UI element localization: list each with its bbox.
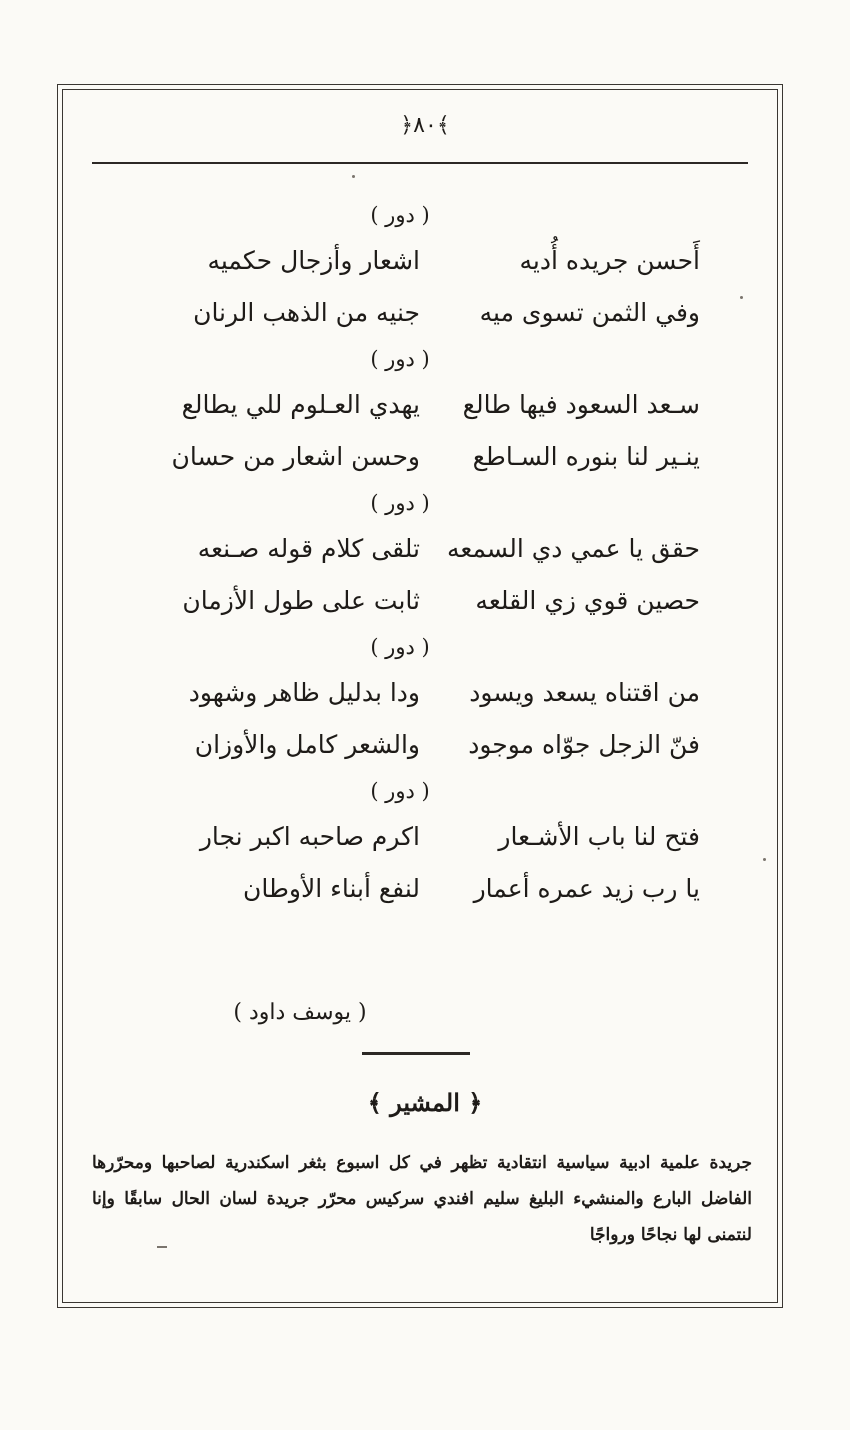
scan-speck	[740, 296, 743, 299]
verse-second-hemistich: ثابت على طول الأزمان	[182, 586, 420, 615]
verse	[140, 287, 700, 339]
verse	[140, 811, 700, 863]
verse-second-hemistich: اكرم صاحبه اكبر نجار	[199, 822, 420, 851]
verse-first-hemistich: فنّ الزجل جوّاه موجود	[468, 730, 700, 759]
section-divider	[362, 1052, 470, 1055]
verse-second-hemistich: يهدي العـلوم للي يطالع	[181, 390, 420, 419]
poem	[140, 195, 700, 915]
verse-first-hemistich: سـعد السعود فيها طالع	[462, 390, 700, 419]
verse-second-hemistich: والشعر كامل والأوزان	[194, 730, 420, 759]
refrain-label: ( دور )	[370, 203, 430, 227]
verse-first-hemistich: من اقتناه يسعد ويسود	[469, 678, 700, 707]
header-rule	[92, 162, 748, 164]
verse-first-hemistich: يا رب زيد عمره أعمار	[473, 874, 700, 903]
refrain-label: ( دور )	[370, 491, 430, 515]
scan-speck	[763, 858, 766, 861]
newspaper-notice: جريدة علمية ادبية سياسية انتقادية تظهر في كل اسبوع بثغر اسكندرية لصاحبها ومحرّرها الفاضل البارع والمنشيء البليغ سليم افندي سركيس محرّر جريدة لسان الحال سابقًا وإنا لنتمنى لها نجاحًا ورواجًا	[92, 1153, 752, 1245]
poem-author: ( يوسف داود )	[233, 1000, 367, 1025]
refrain-label: ( دور )	[370, 635, 430, 659]
verse	[140, 667, 700, 719]
verse-second-hemistich: اشعار وأزجال حكميه	[207, 246, 420, 275]
refrain-label: ( دور )	[370, 779, 430, 803]
verse	[140, 575, 700, 627]
verse	[140, 523, 700, 575]
verse-first-hemistich: أَحسن جريده أُديه	[519, 246, 700, 275]
refrain-label: ( دور )	[370, 347, 430, 371]
verse-first-hemistich: حقق يا عمي دي السمعه	[446, 534, 700, 563]
verse-first-hemistich: حصين قوي زي القلعه	[475, 586, 700, 615]
newspaper-title: ﴿ المشير ﴾	[367, 1088, 483, 1117]
page-number: ﴿٨٠﴾	[400, 113, 450, 138]
verse-second-hemistich: تلقى كلام قوله صـنعه	[197, 534, 420, 563]
verse-first-hemistich: وفي الثمن تسوى ميه	[479, 298, 700, 327]
verse	[140, 379, 700, 431]
verse-first-hemistich: فتح لنا باب الأشـعار	[498, 822, 700, 851]
verse	[140, 235, 700, 287]
verse-second-hemistich: لنفع أبناء الأوطان	[243, 874, 420, 903]
verse	[140, 431, 700, 483]
scan-speck	[157, 1246, 167, 1248]
verse-second-hemistich: وحسن اشعار من حسان	[171, 442, 420, 471]
scan-speck	[352, 175, 355, 178]
verse	[140, 863, 700, 915]
verse	[140, 719, 700, 771]
verse-second-hemistich: جنيه من الذهب الرنان	[193, 298, 420, 327]
verse-first-hemistich: ينـير لنا بنوره السـاطع	[472, 442, 700, 471]
verse-second-hemistich: ودا بدليل ظاهر وشهود	[188, 678, 420, 707]
